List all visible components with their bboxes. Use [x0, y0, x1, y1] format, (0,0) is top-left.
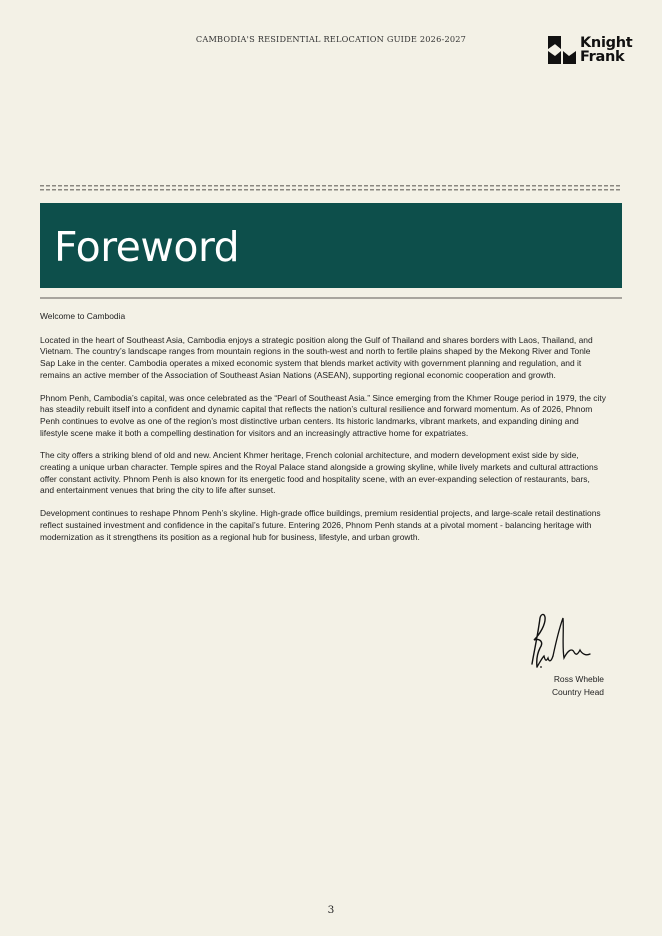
page-title: Foreword	[54, 223, 240, 271]
body-paragraph: Located in the heart of Southeast Asia, Cambodia enjoys a strategic position along the Gulf of Thailand and shares borders with Laos, Thailand, and Vietnam. The country’s landscape ranges from mountain regions in the south-west and north to fertile plains shaped by the Mekong River and Tonle Sap Lake in the center. Cambodia operates a mixed economic system that blends market activity with government planning and regulation, and it remains an active member of the Association of Southeast Asian Nations (ASEAN), supporting regional economic cooperation and growth.	[40, 334, 593, 380]
running-header-title: CAMBODIA'S RESIDENTIAL RELOCATION GUIDE 2026-2027	[195, 34, 467, 44]
foreword-body	[40, 311, 606, 554]
signatory-name: Ross Wheble	[553, 674, 604, 684]
body-paragraph: Development continues to reshape Phnom Penh’s skyline. High-grade office buildings, premium residential projects, and large-scale retail destinations reflect sustained investment and confidence in the capital’s future. Entering 2026, Phnom Penh stands at a pivotal moment - balancing heritage with modernization as it strengthens its position as a regional hub for business, lifestyle, and urban growth.	[40, 508, 601, 542]
page-number: 3	[327, 904, 335, 916]
logo-mark-icon	[547, 35, 577, 65]
signatory-title: Country Head	[551, 686, 604, 697]
logo-wordmark	[580, 36, 632, 65]
dashed-divider	[40, 185, 622, 191]
body-paragraph: The city offers a striking blend of old and new. Ancient Khmer heritage, French colonial architecture, and modern development exist side by side, creating a unique urban character. Temple spires and the Royal Palace stand alongside a growing skyline, while lively markets and cultural attractions offer constant activity. Phnom Penh is also known for its energetic food and hospitality scene, with an ever-expanding selection of restaurants, bars, and entertainment venues that bring the city to life after sunset.	[40, 450, 598, 496]
logo-line-1: Knight	[580, 34, 633, 51]
knight-frank-logo	[547, 35, 632, 65]
greeting-line: Welcome to Cambodia	[40, 311, 126, 321]
title-banner	[40, 203, 622, 288]
banner-underline	[40, 297, 622, 299]
signature-image	[518, 612, 608, 672]
signatory-block	[552, 673, 604, 698]
body-paragraph: Phnom Penh, Cambodia’s capital, was once celebrated as the “Pearl of Southeast Asia.” Since emerging from the Khmer Rouge period in 1979, the city has steadily rebuilt itself into a confident and dynamic capital that reflects the nation’s cultural resilience and forward momentum. As of 2026, Phnom Penh continues to evolve as one of the region’s most distinctive urban centers. Its historic landmarks, vibrant markets, and expanding dining and lifestyle scene make it both a compelling destination for visitors and an increasingly attractive home for expatriates.	[40, 392, 606, 438]
logo-line-2: Frank	[580, 49, 625, 65]
